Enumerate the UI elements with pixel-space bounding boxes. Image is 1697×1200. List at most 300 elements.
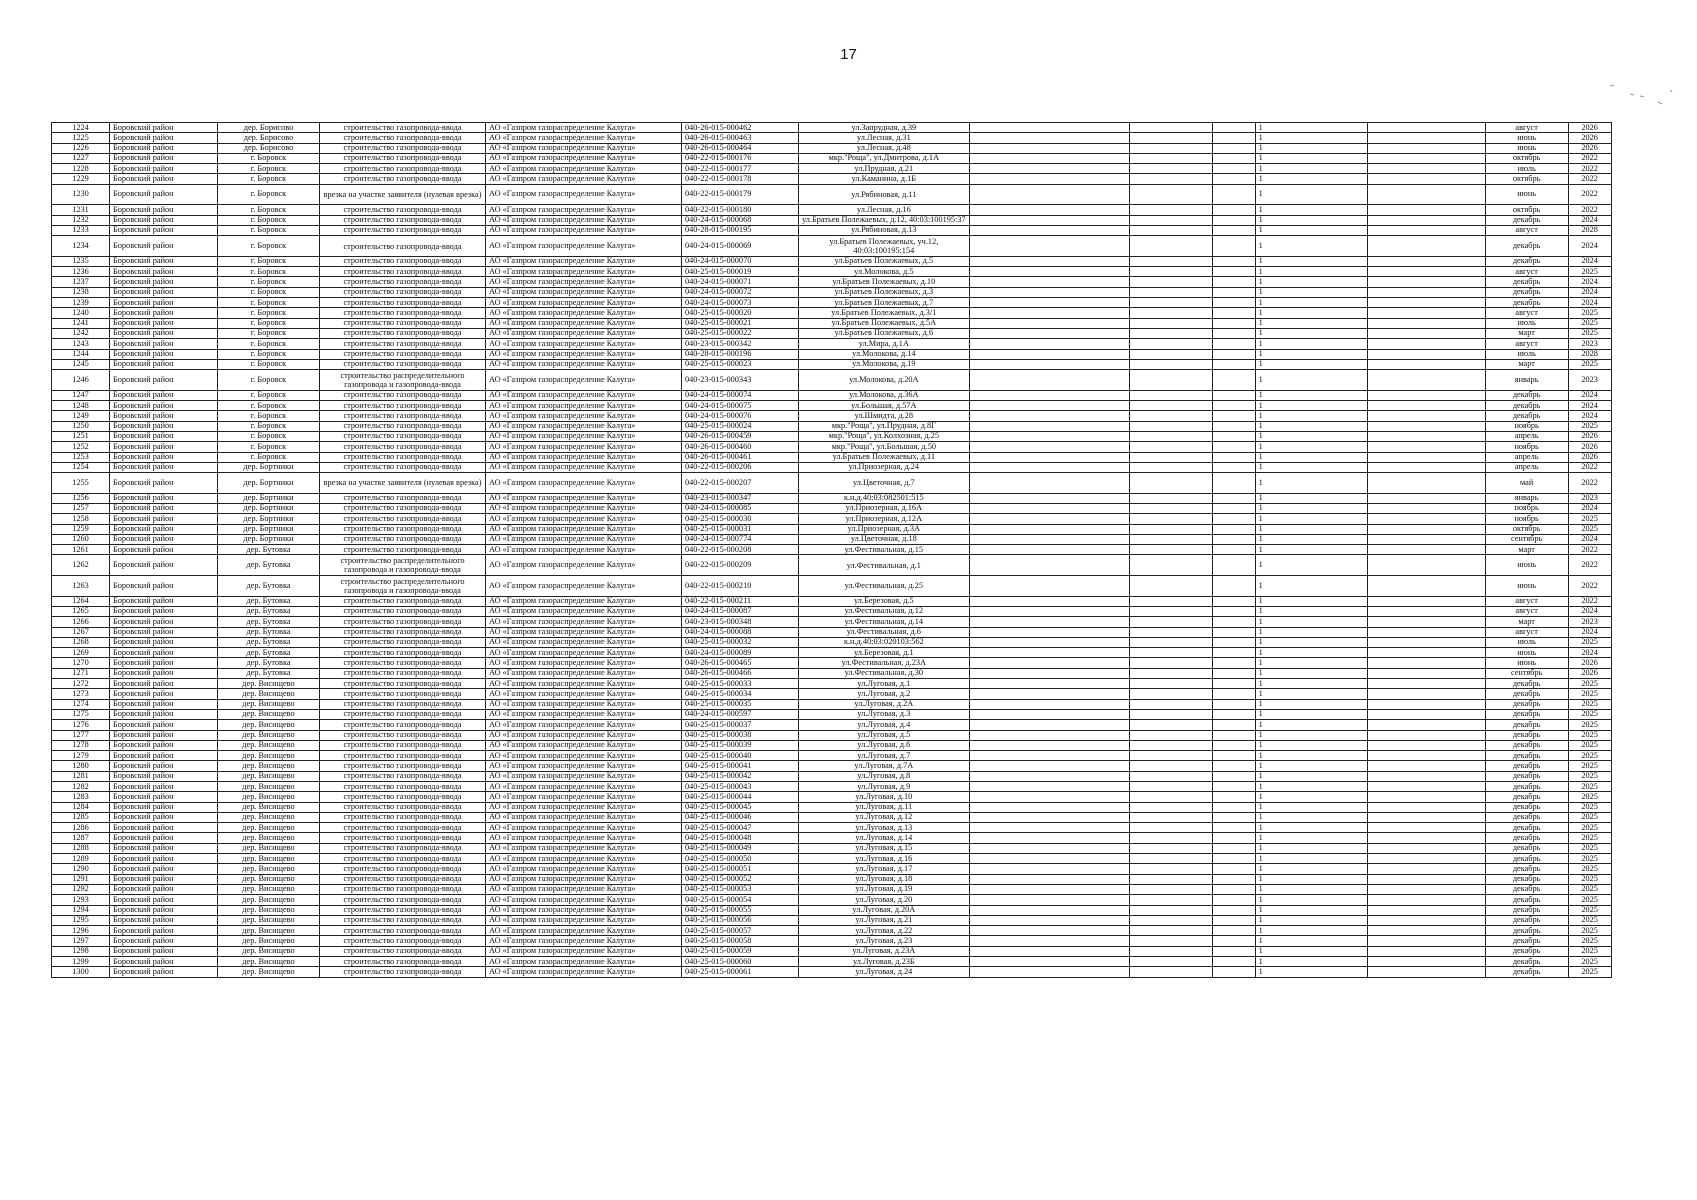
- month-cell: август: [1485, 123, 1568, 133]
- blank-cell: [1212, 503, 1255, 513]
- settlement-cell: дер. Висищево: [218, 689, 320, 699]
- row-number: 1266: [52, 617, 110, 627]
- blank-cell: [969, 308, 1129, 318]
- work-type-cell: строительство газопровода-ввода: [320, 617, 486, 627]
- month-cell: июль: [1485, 318, 1568, 328]
- blank-cell: [1367, 658, 1485, 668]
- address-cell: ул.Фестивальная, д.23А: [799, 658, 970, 668]
- work-type-cell: строительство газопровода-ввода: [320, 545, 486, 555]
- organization-cell: АО «Газпром газораспределение Калуга»: [486, 792, 682, 802]
- district-cell: Боровский район: [110, 668, 218, 678]
- settlement-cell: дер. Висищево: [218, 709, 320, 719]
- count-cell: 1: [1255, 596, 1367, 606]
- blank-cell: [1367, 503, 1485, 513]
- address-cell: ул.Луговая, д.5: [799, 730, 970, 740]
- organization-cell: АО «Газпром газораспределение Калуга»: [486, 627, 682, 637]
- settlement-cell: дер. Бортники: [218, 524, 320, 534]
- district-cell: Боровский район: [110, 555, 218, 576]
- count-cell: 1: [1255, 359, 1367, 369]
- blank-cell: [969, 534, 1129, 544]
- organization-cell: АО «Газпром газораспределение Калуга»: [486, 123, 682, 133]
- table-row: [52, 164, 1612, 174]
- blank-cell: [1129, 730, 1212, 740]
- blank-cell: [1212, 328, 1255, 338]
- organization-cell: АО «Газпром газораспределение Калуга»: [486, 503, 682, 513]
- district-cell: Боровский район: [110, 730, 218, 740]
- month-cell: декабрь: [1485, 833, 1568, 843]
- row-number: 1249: [52, 411, 110, 421]
- organization-cell: АО «Газпром газораспределение Калуга»: [486, 493, 682, 503]
- address-cell: ул.Луговая, д.16: [799, 854, 970, 864]
- settlement-cell: дер. Висищево: [218, 854, 320, 864]
- blank-cell: [969, 957, 1129, 967]
- blank-cell: [1367, 802, 1485, 812]
- settlement-cell: дер. Бортники: [218, 534, 320, 544]
- district-cell: Боровский район: [110, 421, 218, 431]
- organization-cell: АО «Газпром газораспределение Калуга»: [486, 668, 682, 678]
- work-type-cell: строительство газопровода-ввода: [320, 256, 486, 266]
- blank-cell: [1367, 761, 1485, 771]
- blank-cell: [969, 936, 1129, 946]
- organization-cell: АО «Газпром газораспределение Калуга»: [486, 431, 682, 441]
- address-cell: ул.Луговая, д.20А: [799, 905, 970, 915]
- work-type-cell: строительство газопровода-ввода: [320, 648, 486, 658]
- count-cell: 1: [1255, 884, 1367, 894]
- district-cell: Боровский район: [110, 823, 218, 833]
- table-row: [52, 514, 1612, 524]
- settlement-cell: г. Боровск: [218, 442, 320, 452]
- district-cell: Боровский район: [110, 699, 218, 709]
- count-cell: 1: [1255, 751, 1367, 761]
- month-cell: декабрь: [1485, 957, 1568, 967]
- blank-cell: [969, 751, 1129, 761]
- work-type-cell: строительство газопровода-ввода: [320, 668, 486, 678]
- address-cell: ул.Лесная, д.16: [799, 205, 970, 215]
- row-number: 1261: [52, 545, 110, 555]
- year-cell: 2025: [1568, 864, 1611, 874]
- address-cell: ул.Цветочная, д.7: [799, 473, 970, 494]
- year-cell: 2025: [1568, 854, 1611, 864]
- blank-cell: [1367, 648, 1485, 658]
- work-type-cell: строительство газопровода-ввода: [320, 215, 486, 225]
- blank-cell: [969, 164, 1129, 174]
- month-cell: ноябрь: [1485, 442, 1568, 452]
- settlement-cell: дер. Висищево: [218, 812, 320, 822]
- month-cell: май: [1485, 473, 1568, 494]
- settlement-cell: дер. Бутовка: [218, 668, 320, 678]
- settlement-cell: г. Боровск: [218, 421, 320, 431]
- address-cell: ул.Луговая, д.3: [799, 709, 970, 719]
- blank-cell: [1129, 339, 1212, 349]
- work-type-cell: строительство газопровода-ввода: [320, 854, 486, 864]
- settlement-cell: дер. Висищево: [218, 884, 320, 894]
- organization-cell: АО «Газпром газораспределение Калуга»: [486, 277, 682, 287]
- address-cell: ул.Луговая, д.19: [799, 884, 970, 894]
- table-row: [52, 802, 1612, 812]
- settlement-cell: дер. Висищево: [218, 751, 320, 761]
- request-id-cell: 040-25-015-000035: [682, 699, 799, 709]
- work-type-cell: строительство газопровода-ввода: [320, 318, 486, 328]
- address-cell: ул.Луговая, д.7: [799, 751, 970, 761]
- work-type-cell: строительство газопровода-ввода: [320, 606, 486, 616]
- count-cell: 1: [1255, 328, 1367, 338]
- table-row: [52, 462, 1612, 472]
- organization-cell: АО «Газпром газораспределение Калуга»: [486, 740, 682, 750]
- blank-cell: [1129, 576, 1212, 597]
- work-type-cell: строительство газопровода-ввода: [320, 308, 486, 318]
- row-number: 1252: [52, 442, 110, 452]
- month-cell: июнь: [1485, 648, 1568, 658]
- organization-cell: АО «Газпром газораспределение Калуга»: [486, 236, 682, 257]
- year-cell: 2025: [1568, 792, 1611, 802]
- settlement-cell: г. Боровск: [218, 287, 320, 297]
- count-cell: 1: [1255, 442, 1367, 452]
- request-id-cell: 040-24-015-000597: [682, 709, 799, 719]
- work-type-cell: строительство газопровода-ввода: [320, 503, 486, 513]
- blank-cell: [969, 298, 1129, 308]
- blank-cell: [1129, 153, 1212, 163]
- blank-cell: [1129, 174, 1212, 184]
- table-row: [52, 473, 1612, 494]
- blank-cell: [1212, 277, 1255, 287]
- count-cell: 1: [1255, 390, 1367, 400]
- request-id-cell: 040-25-015-000057: [682, 926, 799, 936]
- blank-cell: [1129, 843, 1212, 853]
- blank-cell: [969, 215, 1129, 225]
- district-cell: Боровский район: [110, 751, 218, 761]
- address-cell: мкр."Роща", ул.Дмитрова, д.1А: [799, 153, 970, 163]
- row-number: 1288: [52, 843, 110, 853]
- blank-cell: [969, 349, 1129, 359]
- work-type-cell: строительство газопровода-ввода: [320, 493, 486, 503]
- table-row: [52, 637, 1612, 647]
- blank-cell: [1129, 287, 1212, 297]
- count-cell: 1: [1255, 431, 1367, 441]
- work-type-cell: строительство газопровода-ввода: [320, 123, 486, 133]
- district-cell: Боровский район: [110, 596, 218, 606]
- blank-cell: [1129, 225, 1212, 235]
- year-cell: 2025: [1568, 679, 1611, 689]
- blank-cell: [969, 967, 1129, 977]
- blank-cell: [969, 771, 1129, 781]
- work-type-cell: строительство газопровода-ввода: [320, 153, 486, 163]
- settlement-cell: г. Боровск: [218, 184, 320, 205]
- blank-cell: [1367, 874, 1485, 884]
- work-type-cell: строительство газопровода-ввода: [320, 720, 486, 730]
- settlement-cell: дер. Бутовка: [218, 617, 320, 627]
- organization-cell: АО «Газпром газораспределение Калуга»: [486, 359, 682, 369]
- address-cell: ул.Луговая, д.24: [799, 967, 970, 977]
- year-cell: 2026: [1568, 133, 1611, 143]
- blank-cell: [1212, 431, 1255, 441]
- blank-cell: [1212, 926, 1255, 936]
- month-cell: декабрь: [1485, 751, 1568, 761]
- blank-cell: [969, 184, 1129, 205]
- organization-cell: АО «Газпром газораспределение Калуга»: [486, 679, 682, 689]
- blank-cell: [1212, 761, 1255, 771]
- month-cell: декабрь: [1485, 843, 1568, 853]
- settlement-cell: дер. Висищево: [218, 679, 320, 689]
- table-row: [52, 617, 1612, 627]
- row-number: 1282: [52, 782, 110, 792]
- row-number: 1300: [52, 967, 110, 977]
- year-cell: 2025: [1568, 740, 1611, 750]
- address-cell: ул.Луговая, д.22: [799, 926, 970, 936]
- settlement-cell: дер. Бутовка: [218, 648, 320, 658]
- blank-cell: [1367, 679, 1485, 689]
- blank-cell: [969, 390, 1129, 400]
- district-cell: Боровский район: [110, 802, 218, 812]
- month-cell: декабрь: [1485, 926, 1568, 936]
- organization-cell: АО «Газпром газораспределение Калуга»: [486, 874, 682, 884]
- organization-cell: АО «Газпром газораспределение Калуга»: [486, 915, 682, 925]
- settlement-cell: дер. Висищево: [218, 926, 320, 936]
- request-id-cell: 040-25-015-000060: [682, 957, 799, 967]
- address-cell: ул.Луговая, д.13: [799, 823, 970, 833]
- work-type-cell: строительство газопровода-ввода: [320, 298, 486, 308]
- district-cell: Боровский район: [110, 905, 218, 915]
- work-type-cell: строительство газопровода-ввода: [320, 926, 486, 936]
- table-row: [52, 833, 1612, 843]
- table-row: [52, 967, 1612, 977]
- organization-cell: АО «Газпром газораспределение Калуга»: [486, 205, 682, 215]
- month-cell: октябрь: [1485, 174, 1568, 184]
- address-cell: ул.Молокова, д.20А: [799, 370, 970, 391]
- count-cell: 1: [1255, 782, 1367, 792]
- year-cell: 2025: [1568, 421, 1611, 431]
- blank-cell: [1367, 720, 1485, 730]
- row-number: 1295: [52, 915, 110, 925]
- request-id-cell: 040-25-015-000041: [682, 761, 799, 771]
- blank-cell: [969, 473, 1129, 494]
- work-type-cell: строительство газопровода-ввода: [320, 709, 486, 719]
- settlement-cell: г. Боровск: [218, 277, 320, 287]
- scan-noise-mark: [1570, 80, 1680, 110]
- address-cell: мкр."Роща", ул.Колхозная, д.25: [799, 431, 970, 441]
- table-row: [52, 184, 1612, 205]
- request-id-cell: 040-25-015-000043: [682, 782, 799, 792]
- district-cell: Боровский район: [110, 277, 218, 287]
- blank-cell: [969, 782, 1129, 792]
- district-cell: Боровский район: [110, 411, 218, 421]
- request-id-cell: 040-24-015-000070: [682, 256, 799, 266]
- district-cell: Боровский район: [110, 915, 218, 925]
- year-cell: 2024: [1568, 277, 1611, 287]
- blank-cell: [1212, 637, 1255, 647]
- year-cell: 2025: [1568, 823, 1611, 833]
- blank-cell: [1129, 256, 1212, 266]
- address-cell: ул.Луговая, д.1: [799, 679, 970, 689]
- month-cell: сентябрь: [1485, 668, 1568, 678]
- request-id-cell: 040-24-015-000075: [682, 401, 799, 411]
- district-cell: Боровский район: [110, 339, 218, 349]
- blank-cell: [1212, 421, 1255, 431]
- settlement-cell: г. Боровск: [218, 236, 320, 257]
- blank-cell: [1212, 534, 1255, 544]
- organization-cell: АО «Газпром газораспределение Калуга»: [486, 287, 682, 297]
- work-type-cell: строительство газопровода-ввода: [320, 936, 486, 946]
- address-cell: ул.Братьев Полежаевых, д.3/1: [799, 308, 970, 318]
- table-row: [52, 349, 1612, 359]
- blank-cell: [1129, 370, 1212, 391]
- table-row: [52, 452, 1612, 462]
- count-cell: 1: [1255, 802, 1367, 812]
- blank-cell: [1367, 370, 1485, 391]
- row-number: 1234: [52, 236, 110, 257]
- blank-cell: [1129, 709, 1212, 719]
- request-id-cell: 040-28-015-000196: [682, 349, 799, 359]
- settlement-cell: дер. Висищево: [218, 823, 320, 833]
- blank-cell: [1212, 782, 1255, 792]
- settlement-cell: дер. Бутовка: [218, 555, 320, 576]
- district-cell: Боровский район: [110, 431, 218, 441]
- table-row: [52, 915, 1612, 925]
- blank-cell: [1367, 411, 1485, 421]
- table-row: [52, 627, 1612, 637]
- table-row: [52, 606, 1612, 616]
- district-cell: Боровский район: [110, 843, 218, 853]
- blank-cell: [1212, 153, 1255, 163]
- district-cell: Боровский район: [110, 946, 218, 956]
- blank-cell: [1129, 627, 1212, 637]
- month-cell: декабрь: [1485, 823, 1568, 833]
- blank-cell: [1212, 524, 1255, 534]
- organization-cell: АО «Газпром газораспределение Калуга»: [486, 576, 682, 597]
- year-cell: 2026: [1568, 658, 1611, 668]
- organization-cell: АО «Газпром газораспределение Калуга»: [486, 833, 682, 843]
- year-cell: 2025: [1568, 895, 1611, 905]
- request-id-cell: 040-25-015-000030: [682, 514, 799, 524]
- blank-cell: [1212, 473, 1255, 494]
- address-cell: ул.Луговая, д.4: [799, 720, 970, 730]
- year-cell: 2022: [1568, 462, 1611, 472]
- blank-cell: [969, 493, 1129, 503]
- organization-cell: АО «Газпром газораспределение Калуга»: [486, 390, 682, 400]
- month-cell: ноябрь: [1485, 503, 1568, 513]
- settlement-cell: дер. Висищево: [218, 771, 320, 781]
- year-cell: 2024: [1568, 287, 1611, 297]
- count-cell: 1: [1255, 740, 1367, 750]
- year-cell: 2026: [1568, 668, 1611, 678]
- work-type-cell: строительство газопровода-ввода: [320, 915, 486, 925]
- count-cell: 1: [1255, 256, 1367, 266]
- district-cell: Боровский район: [110, 740, 218, 750]
- blank-cell: [969, 679, 1129, 689]
- district-cell: Боровский район: [110, 771, 218, 781]
- year-cell: 2025: [1568, 318, 1611, 328]
- blank-cell: [969, 287, 1129, 297]
- blank-cell: [969, 277, 1129, 287]
- blank-cell: [1212, 874, 1255, 884]
- settlement-cell: дер. Висищево: [218, 874, 320, 884]
- blank-cell: [1367, 843, 1485, 853]
- blank-cell: [1367, 318, 1485, 328]
- blank-cell: [1129, 359, 1212, 369]
- organization-cell: АО «Газпром газораспределение Калуга»: [486, 936, 682, 946]
- count-cell: 1: [1255, 225, 1367, 235]
- address-cell: мкр."Роща", ул.Большая, д.50: [799, 442, 970, 452]
- row-number: 1250: [52, 421, 110, 431]
- work-type-cell: строительство газопровода-ввода: [320, 689, 486, 699]
- row-number: 1224: [52, 123, 110, 133]
- organization-cell: АО «Газпром газораспределение Калуга»: [486, 802, 682, 812]
- blank-cell: [1129, 133, 1212, 143]
- table-row: [52, 720, 1612, 730]
- organization-cell: АО «Газпром газораспределение Калуга»: [486, 370, 682, 391]
- request-id-cell: 040-22-015-000177: [682, 164, 799, 174]
- blank-cell: [1367, 545, 1485, 555]
- table-row: [52, 576, 1612, 597]
- address-cell: ул.Луговая, д.11: [799, 802, 970, 812]
- row-number: 1278: [52, 740, 110, 750]
- month-cell: июнь: [1485, 143, 1568, 153]
- blank-cell: [1212, 462, 1255, 472]
- table-row: [52, 174, 1612, 184]
- organization-cell: АО «Газпром газораспределение Калуга»: [486, 215, 682, 225]
- address-cell: ул.Братьев Полежаевых, д.11: [799, 452, 970, 462]
- blank-cell: [1212, 442, 1255, 452]
- year-cell: 2022: [1568, 184, 1611, 205]
- blank-cell: [969, 792, 1129, 802]
- organization-cell: АО «Газпром газораспределение Калуга»: [486, 153, 682, 163]
- blank-cell: [1129, 596, 1212, 606]
- district-cell: Боровский район: [110, 884, 218, 894]
- blank-cell: [969, 401, 1129, 411]
- row-number: 1267: [52, 627, 110, 637]
- count-cell: 1: [1255, 267, 1367, 277]
- blank-cell: [1129, 658, 1212, 668]
- work-type-cell: строительство газопровода-ввода: [320, 874, 486, 884]
- table-row: [52, 884, 1612, 894]
- blank-cell: [1129, 215, 1212, 225]
- organization-cell: АО «Газпром газораспределение Калуга»: [486, 452, 682, 462]
- blank-cell: [1212, 730, 1255, 740]
- work-type-cell: строительство газопровода-ввода: [320, 133, 486, 143]
- address-cell: ул.Фестивальная, д.12: [799, 606, 970, 616]
- request-id-cell: 040-23-015-000348: [682, 617, 799, 627]
- year-cell: 2024: [1568, 534, 1611, 544]
- organization-cell: АО «Газпром газораспределение Калуга»: [486, 164, 682, 174]
- blank-cell: [1367, 339, 1485, 349]
- row-number: 1239: [52, 298, 110, 308]
- year-cell: 2024: [1568, 627, 1611, 637]
- count-cell: 1: [1255, 534, 1367, 544]
- year-cell: 2025: [1568, 812, 1611, 822]
- district-cell: Боровский район: [110, 854, 218, 864]
- row-number: 1242: [52, 328, 110, 338]
- district-cell: Боровский район: [110, 174, 218, 184]
- district-cell: Боровский район: [110, 782, 218, 792]
- row-number: 1229: [52, 174, 110, 184]
- blank-cell: [1129, 452, 1212, 462]
- month-cell: декабрь: [1485, 740, 1568, 750]
- row-number: 1245: [52, 359, 110, 369]
- count-cell: 1: [1255, 123, 1367, 133]
- row-number: 1256: [52, 493, 110, 503]
- address-cell: ул.Луговая, д.20: [799, 895, 970, 905]
- settlement-cell: г. Боровск: [218, 205, 320, 215]
- work-type-cell: строительство газопровода-ввода: [320, 792, 486, 802]
- work-type-cell: строительство газопровода-ввода: [320, 534, 486, 544]
- work-type-cell: строительство газопровода-ввода: [320, 174, 486, 184]
- month-cell: август: [1485, 308, 1568, 318]
- request-id-cell: 040-25-015-000044: [682, 792, 799, 802]
- settlement-cell: дер. Висищево: [218, 802, 320, 812]
- blank-cell: [969, 225, 1129, 235]
- month-cell: октябрь: [1485, 524, 1568, 534]
- settlement-cell: г. Боровск: [218, 256, 320, 266]
- organization-cell: АО «Газпром газораспределение Калуга»: [486, 318, 682, 328]
